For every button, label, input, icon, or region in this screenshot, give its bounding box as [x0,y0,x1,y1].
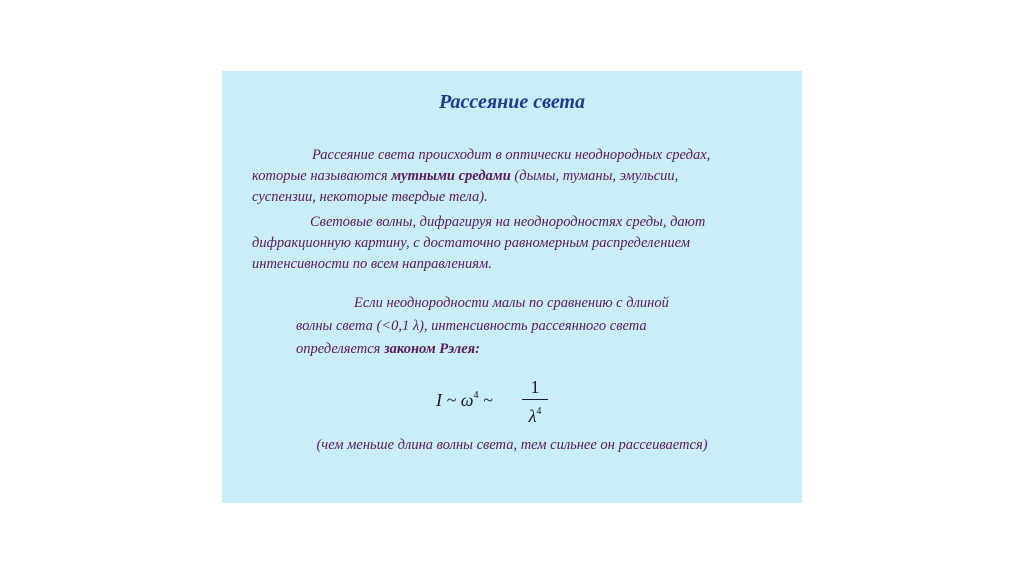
paragraph-line: интенсивности по всем направлениям. [252,256,492,272]
paragraph-line: Световые волны, дифрагируя на неоднородностях среды, дают [310,214,706,230]
formula-exponent: 4 [473,390,479,401]
text-span: определяется [296,341,384,357]
formula-lhs [436,390,493,411]
paragraph-line: дифракционную картину, с достаточно равномерным распределением [252,235,691,251]
formula-tilde: ~ [478,390,493,410]
bold-term: мутными средами [391,168,511,184]
paragraph-diffraction [252,212,782,275]
bold-term: законом Рэлея: [384,341,480,357]
paragraph-scattering-definition [252,145,782,208]
text-span: которые называются [252,168,392,184]
fraction-numerator: 1 [530,377,540,397]
footnote: (чем меньше длина волны света, тем сильнее он рассеивается) [316,437,708,453]
paragraph-line: Рассеяние света происходит в оптически неоднородных средах, [312,147,711,163]
formula-fraction [522,376,548,427]
paragraph-line [252,166,782,187]
paragraph-rayleigh [296,292,746,361]
text-span: (дымы, туманы, эмульсии, [510,168,679,184]
paragraph-line [296,338,746,361]
formula-text: I ~ ω [436,390,474,410]
formula-exponent: 4 [536,406,542,417]
slide-title: Рассеяние света [439,91,585,113]
paragraph-line: Если неоднородности малы по сравнению с длиной [354,295,669,311]
paragraph-line: волны света (<0,1 λ), интенсивность рассеянного света [296,318,647,334]
fraction-bar [522,399,548,400]
paragraph-line: суспензии, некоторые твердые тела). [252,189,488,205]
fraction-denominator [522,401,548,427]
formula-text: λ [528,406,537,426]
slide [222,71,802,503]
